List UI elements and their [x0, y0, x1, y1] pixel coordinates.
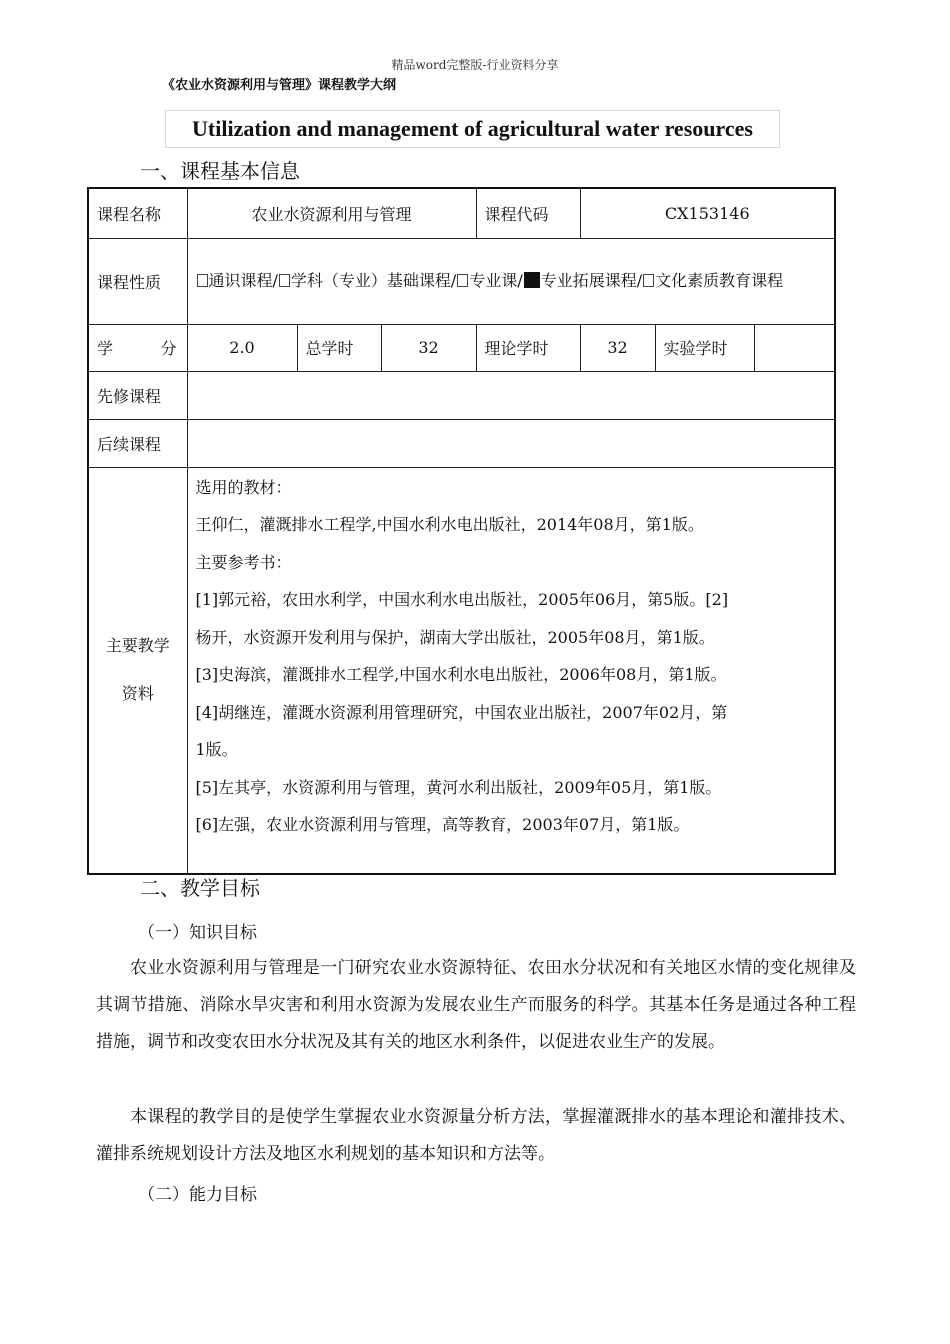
row-prerequisite: [88, 371, 835, 419]
followup-value: [187, 419, 835, 467]
checkbox-general: [197, 274, 208, 287]
materials-label-line2: 资料: [121, 684, 154, 704]
reference-line: [1]郭元裕，农田水利学，中国水利水电出版社，2005年06月，第5版。[2]: [195, 590, 729, 609]
course-nature-label: 课程性质: [88, 238, 187, 324]
materials-label-line1: 主要教学: [105, 636, 170, 656]
section-heading-objectives: 二、教学目标: [140, 876, 260, 900]
row-course-name: [88, 188, 835, 238]
lab-hours-label: 实验学时: [655, 324, 754, 371]
total-hours-label: 总学时: [297, 324, 381, 371]
course-code-label: 课程代码: [476, 188, 580, 238]
option-general: 通识课程/: [208, 271, 278, 290]
reference-line: 杨开，水资源开发利用与保护，湖南大学出版社，2005年08月，第1版。: [195, 627, 715, 647]
credit-label-part2: 分: [160, 339, 177, 358]
materials-label: [88, 467, 187, 874]
option-extension: 专业拓展课程/: [540, 271, 643, 290]
total-hours-value: 32: [381, 324, 476, 371]
textbook-heading: 选用的教材：: [195, 477, 292, 497]
reference-line: [6]左强，农业水资源利用与管理，高等教育，2003年07月，第1版。: [195, 815, 690, 834]
knowledge-paragraph-1: 农业水资源利用与管理是一门研究农业水资源特征、农田水分状况和有关地区水情的变化规律及其调节措施、消除水旱灾害和利用水资源为发展农业生产而服务的科学。其基本任务是通过各种工程措施，调节和改变农田水分状况及其有关的地区水利条件，以促进农业生产的发展。: [96, 958, 856, 1052]
knowledge-objective-heading: （一）知识目标: [138, 923, 257, 943]
course-name-label: 课程名称: [88, 188, 187, 238]
option-discipline: 学科（专业）基础课程/: [290, 271, 457, 290]
reference-line: [4]胡继连，灌溉水资源利用管理研究，中国农业出版社，2007年02月，第: [195, 702, 728, 722]
course-name-value: 农业水资源利用与管理: [187, 188, 476, 238]
course-code-value: CX153146: [580, 188, 835, 238]
checkbox-culture: [643, 274, 654, 287]
row-materials: [88, 467, 835, 874]
watermark: 精品word完整版-行业资料分享: [391, 58, 559, 72]
english-title: Utilization and management of agricultural water resources: [165, 110, 780, 148]
materials-content: [187, 467, 835, 874]
theory-hours-value: 32: [580, 324, 655, 371]
reference-line: 1版。: [195, 740, 238, 759]
checkbox-extension-checked: [524, 272, 540, 288]
theory-hours-label: 理论学时: [476, 324, 580, 371]
lab-hours-value: [754, 324, 835, 371]
course-nature-options: [187, 238, 835, 324]
credit-value: 2.0: [187, 324, 297, 371]
knowledge-paragraph-2: 本课程的教学目的是使学生掌握农业水资源量分析方法，掌握灌溉排水的基本理论和灌排技术、灌排系统规划设计方法及地区水利规划的基本知识和方法等。: [96, 1107, 856, 1164]
course-info-table: [87, 187, 836, 875]
textbook-entry: 王仰仁，灌溉排水工程学,中国水利水电出版社，2014年08月，第1版。: [195, 515, 704, 534]
option-culture: 文化素质教育课程: [655, 271, 784, 290]
option-major: 专业课/: [469, 271, 523, 290]
row-course-nature: [88, 238, 835, 324]
followup-label: 后续课程: [88, 419, 187, 467]
credit-label: [88, 324, 187, 371]
credit-label-part1: 学: [97, 339, 114, 358]
row-followup: [88, 419, 835, 467]
reference-line: [5]左其亭，水资源利用与管理，黄河水利出版社，2009年05月，第1版。: [195, 777, 722, 797]
checkbox-major: [457, 274, 468, 287]
row-hours: [88, 324, 835, 371]
references-heading: 主要参考书：: [195, 552, 292, 572]
reference-line: [3]史海滨，灌溉排水工程学,中国水利水电出版社，2006年08月，第1版。: [195, 665, 727, 684]
prerequisite-value: [187, 371, 835, 419]
section-heading-basic-info: 一、课程基本信息: [140, 159, 300, 183]
ability-objective-heading: （二）能力目标: [138, 1185, 257, 1205]
document-title: 《农业水资源利用与管理》课程教学大纲: [162, 78, 397, 93]
prerequisite-label: 先修课程: [88, 371, 187, 419]
checkbox-discipline: [279, 274, 290, 287]
